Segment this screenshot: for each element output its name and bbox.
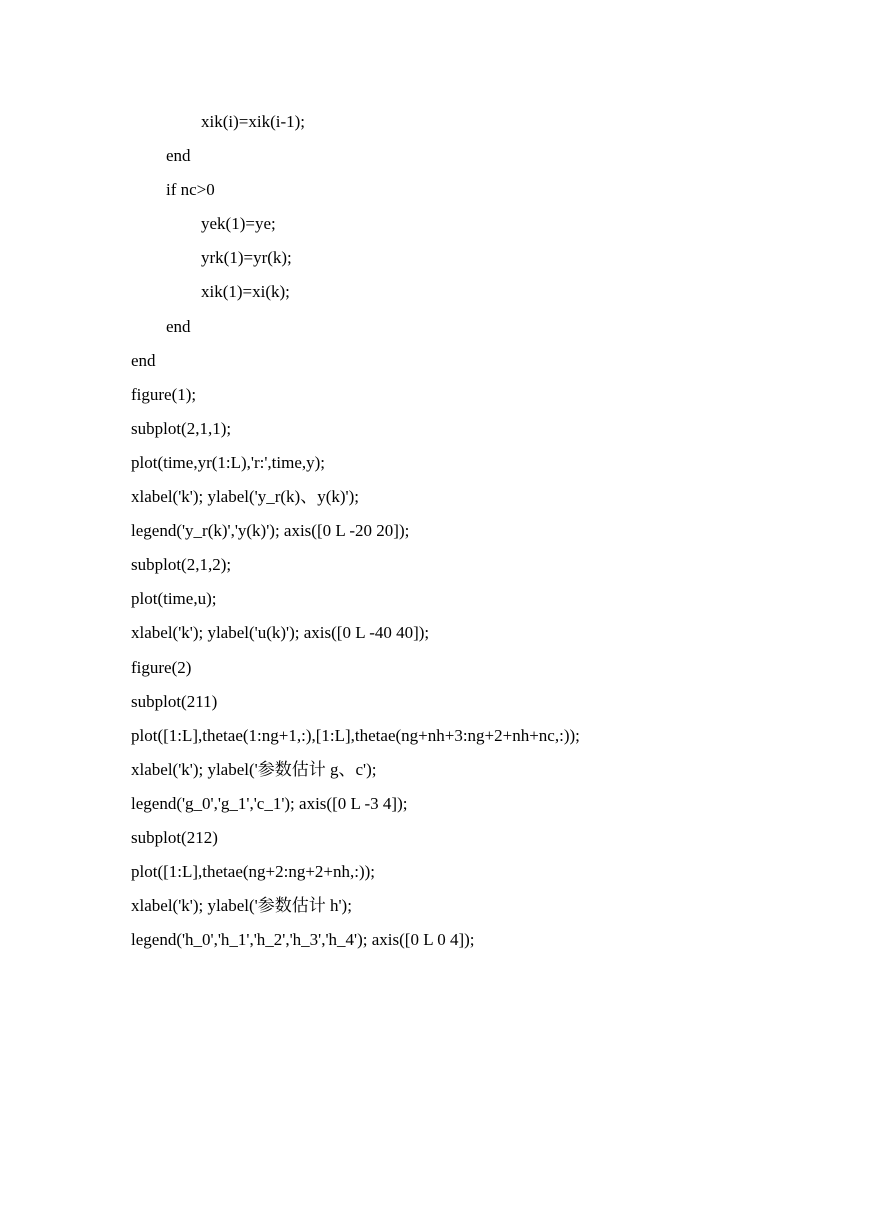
code-line: subplot(211)	[131, 691, 218, 711]
code-line: legend('y_r(k)','y(k)'); axis([0 L -20 20]);	[131, 521, 410, 541]
code-line: xik(1)=xi(k);	[201, 282, 290, 302]
code-line: xlabel('k'); ylabel('参数估计 g、c');	[131, 759, 377, 779]
code-line: plot([1:L],thetae(1:ng+1,:),[1:L],thetae(ng+nh+3:ng+2+nh+nc,:));	[131, 725, 580, 745]
code-line: figure(1);	[131, 384, 197, 404]
code-line: xlabel('k'); ylabel('参数估计 h');	[131, 896, 352, 916]
code-line: xik(i)=xik(i-1);	[201, 112, 306, 131]
code-line: end	[131, 350, 156, 370]
code-line: subplot(2,1,2);	[131, 555, 232, 575]
code-line: end	[166, 146, 191, 166]
code-line: xlabel('k'); ylabel('y_r(k)、y(k)');	[131, 487, 359, 507]
code-line: legend('g_0','g_1','c_1'); axis([0 L -3 4]);	[131, 793, 408, 813]
code-line: yek(1)=ye;	[201, 214, 276, 234]
code-line: figure(2)	[131, 657, 192, 677]
code-line: plot(time,yr(1:L),'r:',time,y);	[131, 452, 326, 472]
code-line: subplot(2,1,1);	[131, 418, 232, 438]
code-line: subplot(212)	[131, 827, 218, 847]
code-line: xlabel('k'); ylabel('u(k)'); axis([0 L -40 40]);	[131, 623, 430, 643]
code-line: plot([1:L],thetae(ng+2:ng+2+nh,:));	[131, 862, 376, 882]
code-listing	[131, 111, 851, 963]
code-line: yrk(1)=yr(k);	[201, 248, 292, 268]
code-line: if nc>0	[166, 180, 215, 200]
code-line: plot(time,u);	[131, 589, 217, 609]
code-line: end	[166, 316, 191, 336]
code-line: legend('h_0','h_1','h_2','h_3','h_4'); axis([0 L 0 4]);	[131, 930, 475, 950]
